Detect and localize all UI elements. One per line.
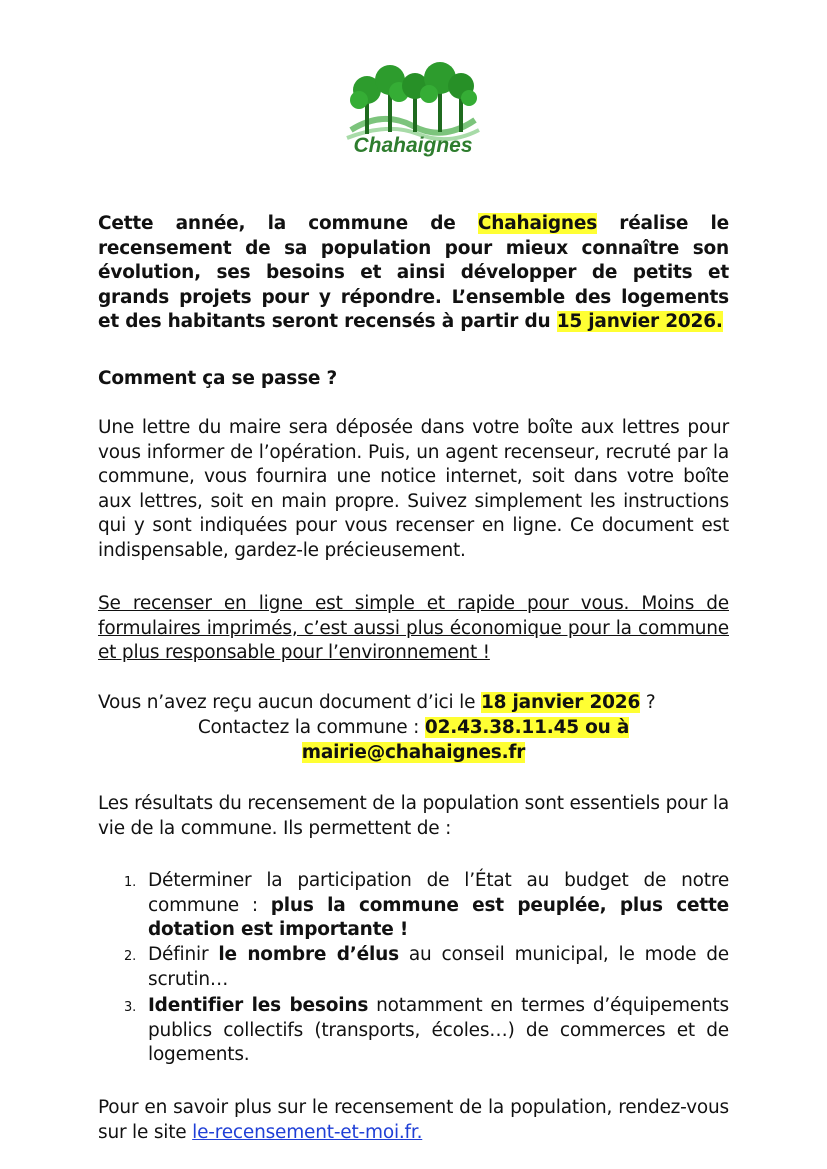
phone-number: 02.43.38.11.45 ou à <box>424 717 630 738</box>
list-item-bold: plus la commune est peuplée, plus cette dotation est importante ! <box>148 894 729 940</box>
list-item <box>124 994 729 1068</box>
deadline-question-mark: ? <box>640 692 656 713</box>
list-number: 2. <box>124 949 137 964</box>
start-date-highlight: 15 janvier 2026. <box>556 311 723 332</box>
online-paragraph: Se recenser en ligne est simple et rapide pour vous. Moins de formulaires imprimés, c’est aussi plus économique pour la commune et plus responsable pour l’environnement ! <box>98 593 729 663</box>
how-heading: Comment ça se passe ? <box>98 368 338 389</box>
email-line <box>98 741 729 766</box>
list-item-text-end: au conseil municipal, le mode de scrutin… <box>148 944 729 990</box>
results-intro: Les résultats du recensement de la population sont essentiels pour la vie de la commune. Ils permettent de : <box>98 793 729 839</box>
intro-text-2: réalise le recensement de sa population pour mieux connaître son évolution, ses besoins et ainsi développer de petits et grands projets pour y répondre. L’ensemble des logements et des habitants seront recensés à partir du <box>98 213 730 332</box>
deadline-highlight: 18 janvier 2026 <box>480 692 641 713</box>
list-item-text: Définir <box>148 944 219 965</box>
intro-text-1: Cette année, la commune de <box>98 213 478 234</box>
list-item <box>124 943 729 992</box>
contact-text: Contactez la commune : <box>197 717 425 738</box>
commune-name-highlight: Chahaignes <box>477 213 598 234</box>
list-item-text-end: notamment en termes d’équipements publics collectifs (transports, écoles…) de commerces et de logements. <box>148 995 729 1065</box>
contact-line <box>98 716 729 741</box>
logo-label: Chahaignes <box>353 134 473 157</box>
footer-paragraph <box>98 1096 729 1145</box>
list-number: 1. <box>124 875 137 890</box>
list-item-text: Déterminer la participation de l’État au budget de notre commune : <box>148 870 729 916</box>
email-address: mairie@chahaignes.fr <box>301 742 526 763</box>
how-paragraph: Une lettre du maire sera déposée dans votre boîte aux lettres pour vous informer de l’opération. Puis, un agent recenseur, recruté par la commune, vous fournira une notice internet, soit dans votre boîte aux lettres, soit en main propre. Suivez simplement les instructions qui y sont indiquées pour vous recenser en ligne. Ce document est indispensable, gardez-le précieusement. <box>98 417 729 561</box>
list-item <box>124 869 729 943</box>
deadline-text: Vous n’avez reçu aucun document d’ici le <box>98 692 481 713</box>
deadline-line <box>98 691 729 716</box>
list-number: 3. <box>124 1000 137 1015</box>
intro-paragraph <box>98 212 729 335</box>
commune-logo <box>343 60 483 170</box>
list-item-bold: Identifier les besoins <box>148 995 369 1016</box>
list-item-bold: le nombre d’élus <box>218 944 399 965</box>
footer-text: Pour en savoir plus sur le recensement de la population, rendez-vous sur le site <box>98 1097 729 1143</box>
census-website-link[interactable]: le-recensement-et-moi.fr. <box>192 1121 423 1143</box>
